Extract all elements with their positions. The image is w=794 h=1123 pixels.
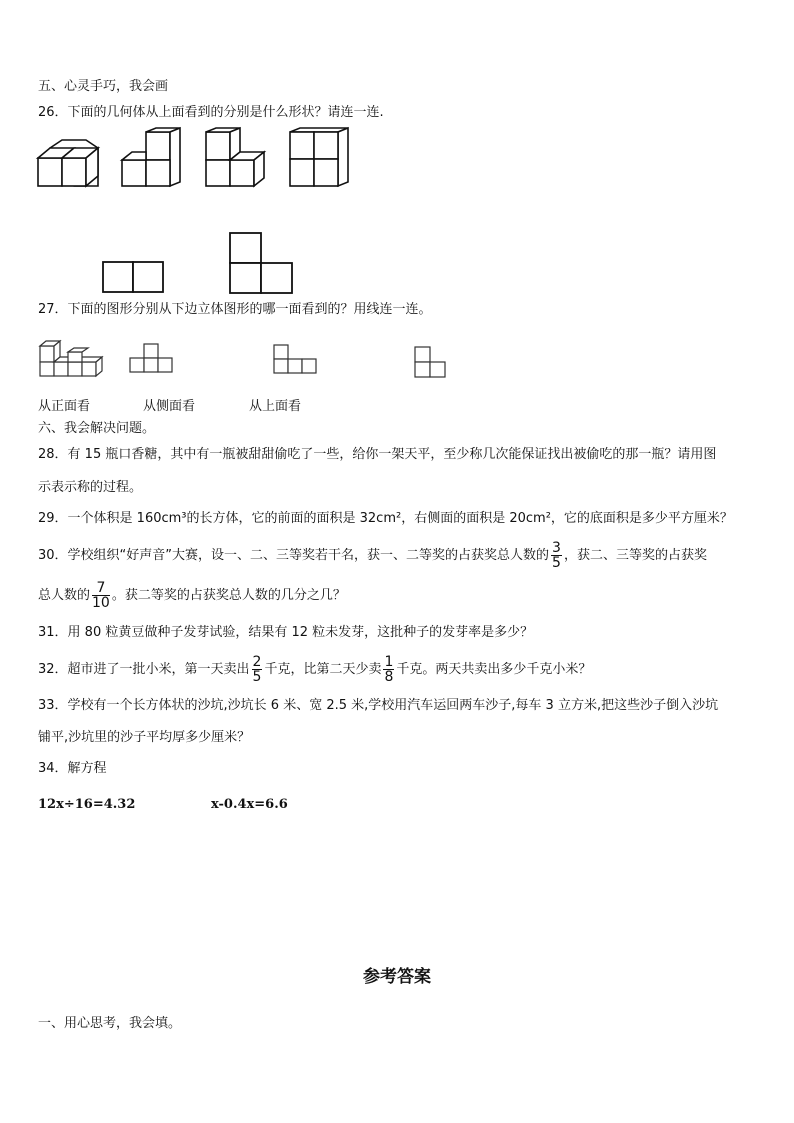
answers-section-1: 一、用心思考，我会填。: [38, 1016, 182, 1031]
question-29: 29．一个体积是 160cm³的长方体，它的前面的面积是 32cm²，右侧面的面积是 20cm²，它的底面积是多少平方厘米？: [38, 511, 733, 526]
question-30-line-2: [38, 578, 346, 614]
section-6-title: 六、我会解决问题。: [38, 421, 156, 436]
question-30-line-1: [38, 538, 707, 574]
q30-text-1: 30．学校组织“好声音”大赛，设一、二、三等奖若干名，获一、二等奖的占获奖总人数的: [38, 548, 550, 563]
q32-fraction-2: $\frac{1}{8}$: [384, 654, 394, 685]
q26-solid-figure-1: [38, 140, 100, 188]
q26-solid-figure-4: [290, 128, 352, 188]
q26-solid-figure-3: [206, 128, 268, 188]
question-33-line-2: 铺平,沙坑里的沙子平均厚多少厘米？: [38, 730, 251, 745]
question-28-line-2: 示表示称的过程。: [38, 480, 143, 495]
section-5-title: 五、心灵手巧，我会画: [38, 79, 169, 94]
q27-view-b: [273, 344, 319, 376]
question-34: 34．解方程: [38, 761, 107, 776]
q27-label-front: 从正面看: [38, 399, 91, 414]
q30-text-2: ，获二、三等奖的占获奖: [563, 548, 707, 563]
question-28-line-1: 28．有 15 瓶口香糖，其中有一瓶被甜甜偷吃了一些，给你一架天平，至少称几次能保证找出被偷吃的那一瓶？请用图: [38, 447, 717, 462]
q26-top-view-1: [102, 261, 165, 293]
equation-1: 12x÷16=4.32: [38, 797, 136, 812]
q27-solid-figure: [40, 338, 100, 378]
question-33-line-1: 33．学校有一个长方体状的沙坑,沙坑长 6 米、宽 2.5 米,学校用汽车运回两车沙子,每车 3 立方米,把这些沙子倒入沙坑: [38, 698, 719, 713]
equation-2: x-0.4x=6.6: [211, 797, 288, 812]
q30-text-4: 。获二等奖的占获奖总人数的几分之几？: [111, 588, 346, 603]
question-31: 31．用 80 粒黄豆做种子发芽试验，结果有 12 粒未发芽，这批种子的发芽率是多少？: [38, 625, 534, 640]
q30-text-3: 总人数的: [38, 588, 91, 603]
answers-title: 参考答案: [363, 967, 431, 987]
q32-text-2: 千克，比第二天少卖: [264, 662, 382, 677]
q30-fraction-1: $\frac{3}{5}$: [552, 540, 561, 571]
q30-fraction-2: $\frac{7}{10}$: [92, 580, 110, 611]
question-26: 26．下面的几何体从上面看到的分别是什么形状？请连一连.: [38, 105, 384, 120]
question-27: 27．下面的图形分别从下边立体图形的哪一面看到的？用线连一连。: [38, 302, 432, 317]
q27-view-c: [414, 346, 448, 380]
q32-fraction-1: $\frac{2}{5}$: [252, 654, 262, 685]
question-32: [38, 652, 591, 688]
q32-text-3: 千克。两天共卖出多少千克小米？: [396, 662, 592, 677]
q26-solid-figure-2: [122, 128, 184, 188]
q27-label-top: 从上面看: [249, 399, 302, 414]
q27-view-a: [130, 343, 176, 375]
q26-top-view-2: [229, 232, 293, 294]
q27-label-side: 从侧面看: [143, 399, 196, 414]
q32-text-1: 32．超市进了一批小米，第一天卖出: [38, 662, 250, 677]
